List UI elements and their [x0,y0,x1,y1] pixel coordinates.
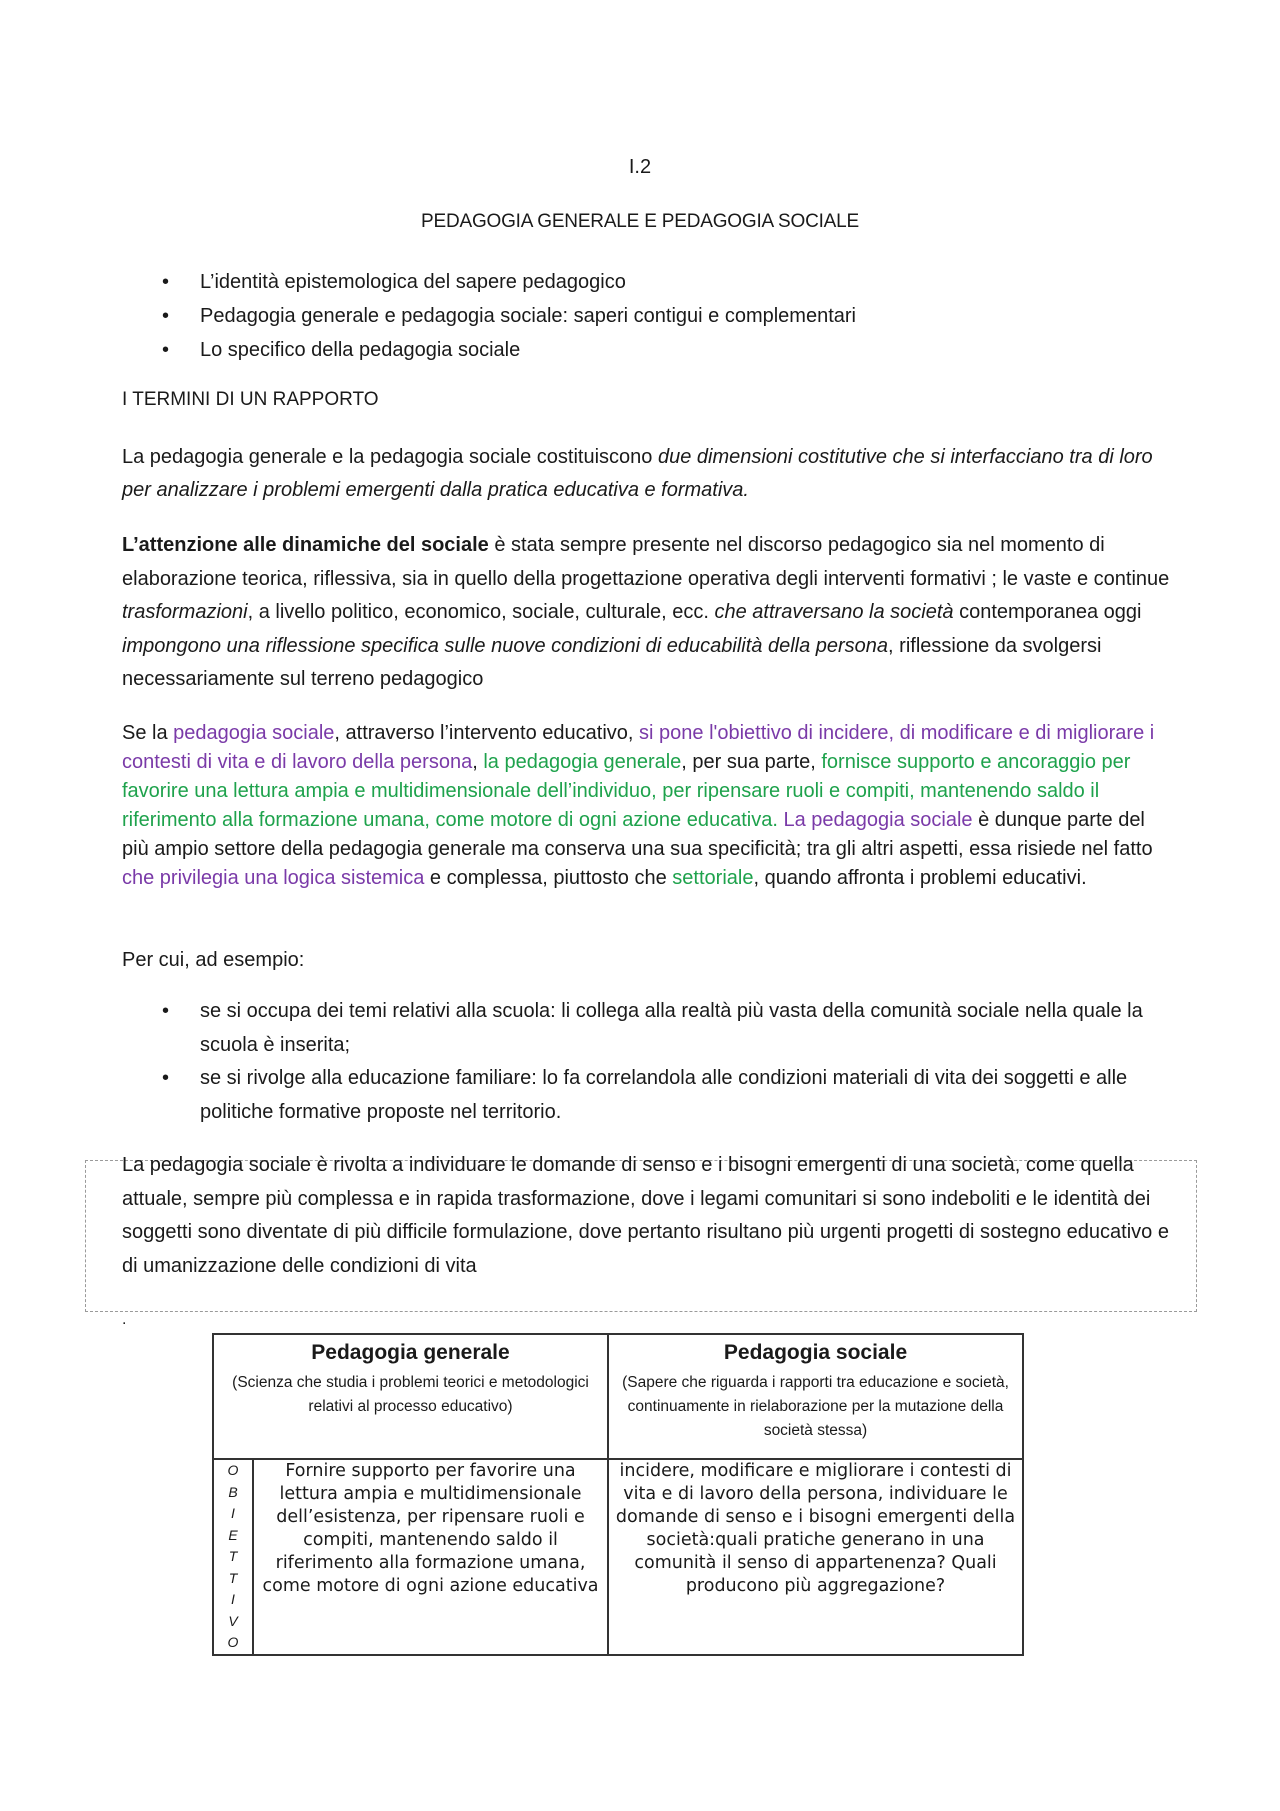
column-subtitle-social: (Sapere che riguarda i rapporti tra educazione e società, continuamente in rielaborazione per la mutazione della società stessa) [622,1374,1009,1439]
bullet-icon: • [162,1000,170,1022]
table-row [213,1459,1023,1655]
header-cell-social [608,1334,1023,1459]
list-item: • L’identità epistemologica del sapere pedagogico [122,265,1172,299]
paragraph-social-dynamics: L’attenzione alle dinamiche del sociale è stata sempre presente nel discorso pedagogico sia nel momento di elaborazione teorica, riflessiva, sia in quello della progettazione operativa degli interventi formativi ; le vaste e continue trasformazioni, a livello politico, economico, sociale, culturale, ecc. che attraversano la società contemporanea oggi impongono una riflessione specifica sulle nuove condizioni di educabilità della persona, riflessione da svolgersi necessariamente sul terreno pedagogico [122,534,1170,690]
example-bullet-list [122,995,1172,1129]
doc-title: PEDAGOGIA GENERALE E PEDAGOGIA SOCIALE [421,211,859,232]
column-subtitle-general: (Scienza che studia i problemi teorici e metodologici relativi al processo educativo) [232,1374,589,1415]
bullet-icon: • [162,305,170,327]
objective-cell-social: incidere, modificare e migliorare i contesti di vita e di lavoro della persona, individuare le domande di senso e i bisogni emergenti della società:quali pratiche generano in una comunità il senso di appartenenza? Quali producono più aggregazione? [608,1459,1023,1655]
header-cell-general [213,1334,608,1459]
section-heading: I TERMINI DI UN RAPPORTO [122,389,379,410]
objective-cell-general: Fornire supporto per favorire una lettura ampia e multidimensionale dell’esistenza, per ripensare ruoli e compiti, mantenendo saldo il riferimento alla formazione umana, come motore di ogni azione educativa [253,1459,608,1655]
row-label-obiettivo: O B I E T T I V O [213,1459,253,1655]
list-item: • se si rivolge alla educazione familiare: lo fa correlandola alle condizioni materiali di vita dei soggetti e alle politiche formative proposte nel territorio. [122,1062,1172,1129]
doc-number: I.2 [628,156,652,178]
paragraph-social-role: La pedagogia sociale è rivolta a individuare le domande di senso e i bisogni emergenti di una società, come quella attuale, sempre più complessa e in rapida trasformazione, dove i legami comunitari si sono indeboliti e le identità dei soggetti sono diventate di più difficile formulazione, dove pertanto risultano più urgenti progetti di sostegno educativo e di umanizzazione delle condizioni di vita [122,1154,1169,1277]
bullet-icon: • [162,1067,170,1089]
list-item: • Pedagogia generale e pedagogia sociale: saperi contigui e complementari [122,299,1172,333]
column-title-general: Pedagogia generale [311,1341,510,1364]
column-title-social: Pedagogia sociale [723,1341,908,1364]
bullet-icon: • [162,271,170,293]
stray-dot: . [122,1311,127,1328]
bullet-icon: • [162,339,170,361]
paragraph-comparison: Se la pedagogia sociale, attraverso l’intervento educativo, si pone l'obiettivo di incidere, di modificare e di migliorare i contesti di vita e di lavoro della persona, la pedagogia generale, per sua parte, fornisce supporto e ancoraggio per favorire una lettura ampia e multidimensionale dell’individuo, per ripensare ruoli e compiti, mantenendo saldo il riferimento alla formazione umana, come motore di ogni azione educativa. La pedagogia sociale è dunque parte del più ampio settore della pedagogia generale ma conserva una sua specificità; tra gli altri aspetti, essa risiede nel fatto che privilegia una logica sistemica e complessa, piuttosto che settoriale, quando affronta i problemi educativi. [122,722,1155,889]
list-item: • Lo specifico della pedagogia sociale [122,333,1172,367]
paragraph-intro: La pedagogia generale e la pedagogia sociale costituiscono due dimensioni costitutive che si interfacciano tra di loro per analizzare i problemi emergenti dalla pratica educativa e formativa. [122,446,1153,501]
intro-bullet-list [122,265,1172,367]
list-item: • se si occupa dei temi relativi alla scuola: li collega alla realtà più vasta della comunità sociale nella quale la scuola è inserita; [122,995,1172,1062]
comparison-table [212,1333,1024,1656]
paragraph-examples-intro: Per cui, ad esempio: [122,949,305,971]
table-header-row [213,1334,1023,1459]
